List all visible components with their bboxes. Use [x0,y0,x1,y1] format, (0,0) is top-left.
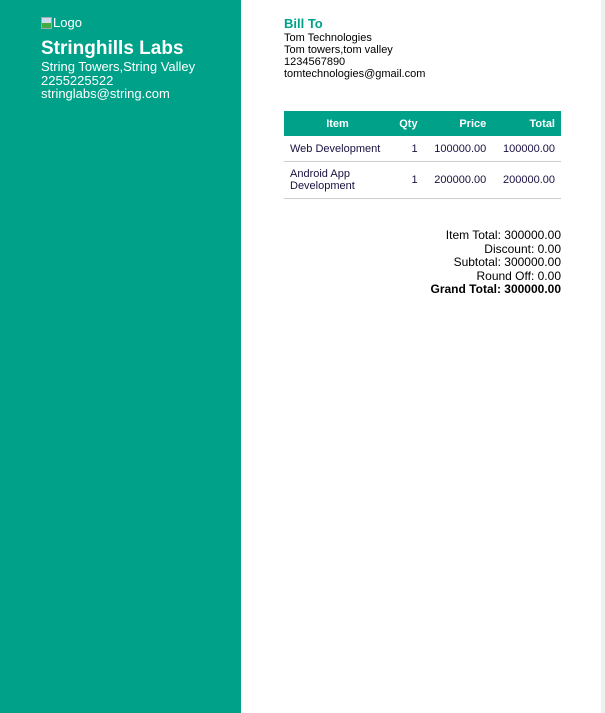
company-email: stringlabs@string.com [41,86,170,101]
client-phone: 1234567890 [284,56,346,68]
company-sidebar [0,0,241,713]
row-total: 100000.00 [492,136,561,162]
row-qty: 1 [391,136,424,162]
header-price: Price [424,111,493,136]
header-item: Item [284,111,391,136]
row-qty: 1 [391,162,424,199]
client-email: tomtechnologies@gmail.com [284,68,426,80]
round-off: Round Off: 0.00 [476,268,561,283]
table-header-row [284,111,561,136]
broken-image-icon [41,17,52,29]
page-edge [601,0,605,713]
bill-to-heading: Bill To [284,16,323,31]
bill-to-section [284,16,425,80]
row-price: 200000.00 [424,162,493,199]
grand-total: Grand Total: 300000.00 [430,282,561,296]
company-phone: 2255225522 [41,72,114,88]
discount: Discount: 0.00 [484,241,561,256]
table-row [284,162,561,199]
row-item: Web Development [284,136,391,162]
row-price: 100000.00 [424,136,493,162]
table-row [284,136,561,162]
items-table [284,111,561,199]
client-address: Tom towers,tom valley [284,44,393,56]
company-logo [41,15,82,30]
company-name: Stringhills Labs [41,38,184,59]
company-info [41,38,195,101]
totals-section [431,229,562,297]
client-name: Tom Technologies [284,32,372,44]
header-qty: Qty [391,111,424,136]
logo-alt-text: Logo [53,15,82,30]
subtotal: Subtotal: 300000.00 [453,255,561,269]
row-item: Android App Development [284,162,391,199]
company-address: String Towers,String Valley [41,59,196,74]
item-total: Item Total: 300000.00 [445,228,561,242]
header-total: Total [492,111,561,136]
row-total: 200000.00 [492,162,561,199]
